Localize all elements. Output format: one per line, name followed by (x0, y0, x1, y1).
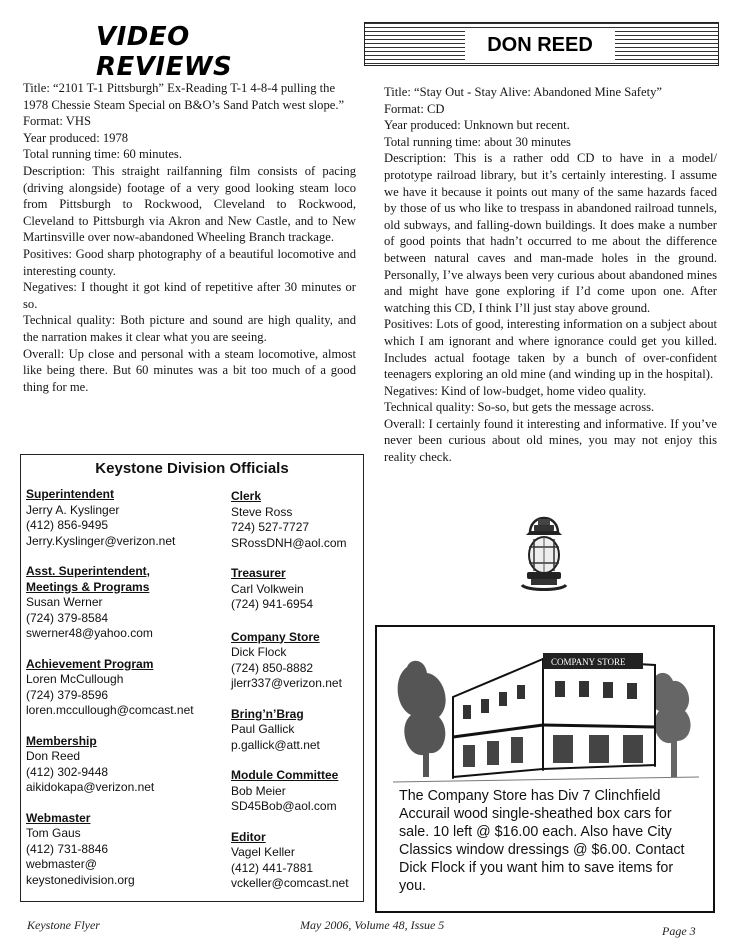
review-right (384, 84, 717, 466)
official-phone: (724) 379-8584 (26, 610, 109, 625)
footer-publication: Keystone Flyer (27, 918, 100, 932)
official-role: Company Store (231, 629, 320, 644)
review-left-title: Title: “2101 T-1 Pittsburgh” Ex-Reading T-1 4-8-4 pulling the 1978 Chessie Steam Special on B&O’s Sand Patch west slope.” (23, 81, 345, 112)
official-email[interactable]: Jerry.Kyslinger@verizon.net (26, 533, 176, 548)
official-name: Jerry A. Kyslinger (26, 502, 120, 517)
railroad-lantern-icon (512, 505, 576, 595)
footer-issue: May 2006, Volume 48, Issue 5 (300, 918, 445, 932)
review-left-overall: Overall: Up close and personal with a steam locomotive, almost like being there. But 60 minutes was a bit too much of a good thing for me. (23, 346, 356, 394)
official-name: Tom Gaus (26, 826, 81, 840)
official-email[interactable]: loren.mccullough@comcast.net (26, 703, 194, 717)
official-email[interactable]: p.gallick@att.net (231, 737, 320, 752)
company-store-building-illustration (393, 637, 699, 787)
official-role: Bring’n’Brag (231, 706, 304, 721)
review-right-running-time: Total running time: about 30 minutes (384, 134, 571, 149)
official-entry (231, 630, 363, 692)
review-left-description: Description: This straight railfanning film consists of pacing (driving alongside) footage of a very good looking steam loco from Pittsburgh to Rockwood, Cleveland to Rockwood, Cleveland to Pittsburgh via Akron and New Castle, and to New Martinsville over now-abandoned Wheeling Branch trackage. (23, 163, 356, 245)
official-role: Membership (26, 733, 97, 748)
official-role: Asst. Superintendent, (26, 564, 151, 578)
official-phone: (412) 856-9495 (26, 518, 109, 532)
review-left-year: Year produced: 1978 (23, 130, 129, 145)
review-right-negatives: Negatives: Kind of low-budget, home video quality. (384, 383, 647, 398)
review-left-positives: Positives: Good sharp photography of a beautiful locomotive and interesting county. (23, 246, 356, 278)
official-name: Vagel Keller (231, 845, 295, 859)
official-email[interactable]: swerner48@yahoo.com (26, 626, 153, 640)
official-role: Achievement Program (26, 656, 154, 671)
officials-box (20, 454, 364, 902)
official-entry (26, 734, 231, 796)
review-left-running-time: Total running time: 60 minutes. (23, 147, 182, 162)
officials-right-column (231, 489, 363, 907)
official-name: Don Reed (26, 749, 81, 763)
company-store-text: The Company Store has Div 7 Clinchfield Accurail wood single-sheathed box cars for sale. 10 left @ $16.00 each. Also have City Classics window dressings @ $6.00. Contact Dick Flock if you want him to save items for you. (399, 788, 685, 894)
official-entry (231, 830, 363, 892)
official-name: Bob Meier (231, 783, 286, 798)
official-name: Paul Gallick (231, 722, 295, 736)
official-role: Editor (231, 829, 266, 844)
official-phone: (412) 441-7881 (231, 860, 314, 875)
official-name: Loren McCullough (26, 672, 124, 686)
official-phone: (724) 941-6954 (231, 597, 314, 611)
review-left-negatives: Negatives: I thought it got kind of repetitive after 30 minutes or so. (23, 280, 356, 311)
official-phone: (412) 731-8846 (26, 841, 109, 856)
official-phone: (724) 850-8882 (231, 660, 314, 675)
official-email-domain[interactable]: keystonedivision.org (26, 872, 135, 887)
officials-heading: Keystone Division Officials (95, 460, 289, 477)
official-role-line2: Meetings & Programs (26, 579, 150, 594)
official-name: Susan Werner (26, 595, 103, 609)
official-entry (231, 566, 363, 613)
review-left-technical: Technical quality: Both picture and sound are high quality, and the narration makes it clear what you are seeing. (23, 313, 356, 344)
official-entry (26, 487, 231, 549)
official-role: Webmaster (26, 810, 91, 825)
section-title: VIDEO REVIEWS (96, 22, 233, 82)
review-right-year: Year produced: Unknown but recent. (384, 118, 570, 133)
review-right-technical: Technical quality: So-so, but gets the message across. (384, 400, 655, 415)
review-right-positives: Positives: Lots of good, interesting information on a subject about which I am ignorant and where ignorance could get you killed. Includes actual footage taken by a bunch of over-confident teenagers exploring an old mine (and winding up in the hospital). (384, 317, 717, 382)
author-banner (364, 22, 719, 66)
official-role: Superintendent (26, 487, 115, 501)
footer-page-number: Page 3 (662, 924, 696, 938)
official-phone: 724) 527-7727 (231, 520, 310, 534)
review-right-format: Format: CD (384, 101, 445, 116)
official-entry (231, 489, 363, 551)
official-email[interactable]: SD45Bob@aol.com (231, 799, 337, 813)
store-sign: COMPANY STORE (551, 657, 626, 667)
official-role: Treasurer (231, 566, 286, 580)
official-email[interactable]: SRossDNH@aol.com (231, 535, 347, 550)
officials-left-column (26, 487, 231, 903)
official-name: Dick Flock (231, 645, 287, 659)
official-email[interactable]: aikidokapa@verizon.net (26, 780, 155, 794)
official-email[interactable]: vckeller@comcast.net (231, 876, 349, 890)
official-entry (231, 707, 363, 754)
author-name: DON REED (487, 33, 593, 56)
official-role: Clerk (231, 489, 262, 503)
company-store-ad (375, 625, 715, 913)
official-email[interactable]: webmaster@ (26, 857, 97, 871)
official-entry (26, 657, 231, 719)
review-left (23, 80, 356, 395)
official-entry (26, 811, 231, 889)
official-role: Module Committee (231, 768, 339, 782)
author-banner-box (465, 30, 615, 60)
review-right-description: Description: This is a rather odd CD to have in a model/ prototype railroad library, but it’s certainly interesting. I assume we have it because it points out many of the same hazards faced by those of us who like to trespass in abandoned railroad tunnels, old subways, and falling-down buildings. It does make a number of good points that hadn’t occurred to me about the difference between natural caves and man-made holes in the ground. Personally, I’ve always been very curious about abandoned mines and might have gone exploring if I’d come upon one. After watching this CD, I think I’ll just stay above ground. (384, 151, 717, 315)
official-email[interactable]: jlerr337@verizon.net (231, 676, 342, 690)
review-left-format: Format: VHS (23, 114, 91, 129)
official-entry (26, 564, 231, 642)
official-phone: (412) 302-9448 (26, 764, 109, 779)
review-right-title: Title: “Stay Out - Stay Alive: Abandoned Mine Safety” (384, 85, 662, 99)
official-name: Carl Volkwein (231, 581, 304, 596)
official-entry (231, 768, 363, 815)
review-right-overall: Overall: I certainly found it interesting and informative. If you’ve never been curious about old mines, you may not enjoy this reality check. (384, 416, 717, 465)
official-phone: (724) 379-8596 (26, 687, 109, 702)
official-name: Steve Ross (231, 504, 293, 519)
